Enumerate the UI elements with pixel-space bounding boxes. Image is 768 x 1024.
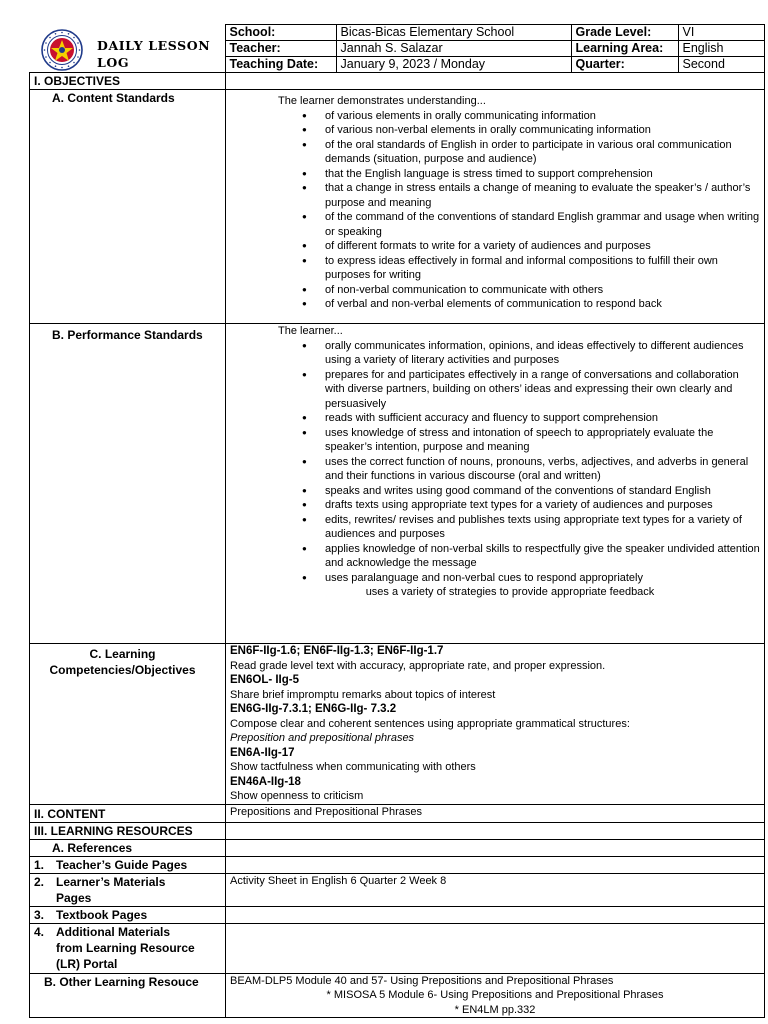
competency-italic-text: Preposition and prepositional phrases — [230, 732, 415, 744]
item-label-line-3: (LR) Portal — [56, 956, 118, 971]
list-item: ● that a change in stress entails a change of meaning to evaluate the speaker’s / author’s purpose and meaning — [325, 181, 760, 210]
competency-text: Share brief impromptu remarks about topics of interest — [230, 688, 496, 701]
competency-code: EN6A-IIg-17 — [230, 746, 295, 759]
item-number: 3. — [34, 907, 45, 922]
other-resource-line: * MISOSA 5 Module 6- Using Prepositions and Prepositional Phrases — [326, 989, 664, 1001]
list-item: ● reads with sufficient accuracy and fluency to support comprehension — [325, 411, 760, 426]
grade-level-value: VI — [678, 25, 764, 41]
performance-standards-intro: The learner... — [278, 325, 343, 337]
list-item: ● of non-verbal communication to communicate with others — [325, 283, 760, 298]
performance-standards-tail: uses a variety of strategies to provide appropriate feedback — [365, 586, 655, 598]
competency-text: Compose clear and coherent sentences using appropriate grammatical structures: — [230, 717, 630, 730]
list-item: ● orally communicates information, opinions, and ideas effectively to different audiences using a variety of literary activities and purposes — [325, 339, 760, 368]
item-label-line-2: from Learning Resource — [56, 940, 195, 955]
content-value: Prepositions and Prepositional Phrases — [226, 804, 765, 822]
competency-text: Show tactfulness when communicating with others — [230, 761, 476, 773]
additional-materials-label — [30, 923, 226, 973]
learning-resources-label: III. LEARNING RESOURCES — [30, 822, 226, 839]
item-number: 1. — [34, 857, 45, 872]
learners-materials-value: Activity Sheet in English 6 Quarter 2 Week 8 — [226, 873, 765, 906]
textbook-pages-label — [30, 906, 226, 923]
list-item: ● of various elements in orally communicating information — [325, 109, 760, 124]
list-item: ● speaks and writes using good command of the conventions of standard English — [325, 484, 760, 499]
references-blank — [226, 839, 765, 856]
competency-code: EN46A-IIg-18 — [230, 775, 301, 788]
competencies-label — [30, 644, 226, 805]
deped-seal-icon — [41, 29, 83, 71]
daily-lesson-log-document — [29, 24, 764, 1018]
header-logo-cell — [29, 25, 225, 73]
school-label: School: — [225, 25, 336, 41]
list-item: ● that the English language is stress timed to support comprehension — [325, 167, 760, 182]
item-label: Learner’s Materials — [56, 874, 166, 889]
item-label: Teacher’s Guide Pages — [56, 857, 188, 872]
learning-area-value: English — [678, 41, 764, 57]
item-label-line-2: Pages — [56, 890, 92, 905]
performance-standards-list — [230, 339, 760, 586]
teachers-guide-label — [30, 856, 226, 873]
content-standards-cell — [226, 90, 765, 324]
competency-code: EN6F-IIg-1.6; EN6F-IIg-1.3; EN6F-IIg-1.7 — [230, 645, 444, 657]
list-item: ● of the oral standards of English in order to participate in various oral communication demands (situation, purpose and audience) — [325, 138, 760, 167]
teaching-date-value: January 9, 2023 / Monday — [336, 57, 571, 73]
list-item: ● uses the correct function of nouns, pronouns, verbs, adjectives, and adverbs in general and their functions in various discourse (oral and written) — [325, 455, 760, 484]
grade-level-label: Grade Level: — [571, 25, 678, 41]
document-title — [97, 37, 210, 71]
additional-materials-value — [226, 923, 765, 973]
learning-area-label: Learning Area: — [571, 41, 678, 57]
competencies-label-line-1: C. Learning — [89, 647, 156, 661]
content-standards-list — [230, 109, 760, 312]
list-item: ● prepares for and participates effectively in a range of conversations and collaboration with diverse partners, building on others’ ideas and expressing their own clearly and persuasively — [325, 368, 760, 412]
teachers-guide-value — [226, 856, 765, 873]
competency-text: Read grade level text with accuracy, appropriate rate, and proper expression. — [230, 659, 606, 672]
learners-materials-label — [30, 873, 226, 906]
other-resources-cell — [226, 973, 765, 1018]
competency-code: EN6OL- IIg-5 — [230, 674, 300, 686]
competency-text-italic — [230, 731, 760, 746]
other-resources-label: B. Other Learning Resouce — [30, 973, 226, 1018]
teacher-value: Jannah S. Salazar — [336, 41, 571, 57]
objectives-heading-blank — [226, 73, 765, 90]
list-item: ● edits, rewrites/ revises and publishes texts using appropriate text types for a variety of audiences and purposes — [325, 513, 760, 542]
title-line-2: LOG — [97, 54, 130, 70]
lesson-table — [29, 72, 765, 1018]
content-standards-intro: The learner demonstrates understanding... — [278, 95, 486, 107]
item-label: Textbook Pages — [56, 907, 148, 922]
header-table — [29, 24, 765, 73]
performance-standards-cell — [226, 324, 765, 644]
quarter-value: Second — [678, 57, 764, 73]
quarter-label: Quarter: — [571, 57, 678, 73]
teacher-label: Teacher: — [225, 41, 336, 57]
school-value: Bicas-Bicas Elementary School — [336, 25, 571, 41]
item-number: 2. — [34, 874, 45, 889]
competency-text: Show openness to criticism — [230, 790, 364, 802]
performance-standards-label: B. Performance Standards — [30, 324, 226, 644]
list-item: ● to express ideas effectively in formal and informal compositions to fulfill their own purposes for writing — [325, 254, 760, 283]
list-item: ● uses knowledge of stress and intonation of speech to appropriately evaluate the speaker’s intention, purpose and meaning — [325, 426, 760, 455]
other-resource-line: BEAM-DLP5 Module 40 and 57- Using Prepositions and Prepositional Phrases — [230, 974, 614, 987]
title-line-1: DAILY LESSON — [97, 37, 211, 53]
competencies-cell — [226, 644, 765, 805]
list-item: ● of different formats to write for a variety of audiences and purposes — [325, 239, 760, 254]
other-resource-line: * EN4LM pp.332 — [454, 1003, 536, 1016]
learning-resources-blank — [226, 822, 765, 839]
list-item: ● uses paralanguage and non-verbal cues to respond appropriately — [325, 571, 760, 586]
competencies-label-line-2: Competencies/Objectives — [49, 663, 196, 677]
references-label: A. References — [30, 839, 226, 856]
objectives-heading: I. OBJECTIVES — [30, 73, 226, 90]
content-standards-label: A. Content Standards — [30, 90, 226, 324]
content-label: II. CONTENT — [30, 804, 226, 822]
item-number: 4. — [34, 924, 45, 939]
list-item: ● of various non-verbal elements in orally communicating information — [325, 123, 760, 138]
competency-code: EN6G-IIg-7.3.1; EN6G-IIg- 7.3.2 — [230, 703, 397, 715]
teaching-date-label: Teaching Date: — [225, 57, 336, 73]
list-item: ● applies knowledge of non-verbal skills to respectfully give the speaker undivided attention and acknowledge the message — [325, 542, 760, 571]
list-item: ● of the command of the conventions of standard English grammar and usage when writing or speaking — [325, 210, 760, 239]
list-item: ● drafts texts using appropriate text types for a variety of audiences and purposes — [325, 498, 760, 513]
list-item: ● of verbal and non-verbal elements of communication to respond back — [325, 297, 760, 312]
item-label: Additional Materials — [56, 924, 171, 939]
textbook-pages-value — [226, 906, 765, 923]
